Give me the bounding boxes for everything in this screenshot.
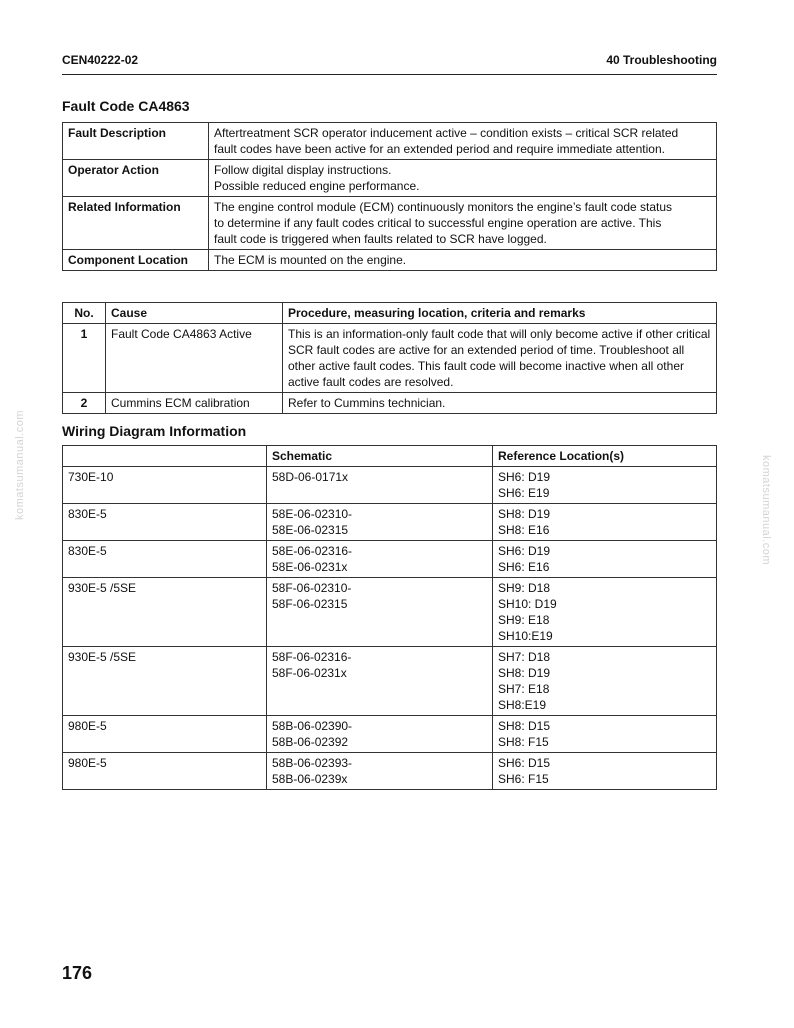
procedure-text: Refer to Cummins technician. (283, 393, 717, 414)
component-location-label: Component Location (63, 250, 209, 271)
header-cause: Cause (106, 303, 283, 324)
wiring-diagram-table (62, 445, 717, 790)
schematic-cell: 58F-06-02310- 58F-06-02315 (267, 578, 493, 647)
wiring-diagram-title: Wiring Diagram Information (62, 423, 247, 439)
watermark-left: komatsumanual.com (14, 410, 26, 520)
operator-action-label: Operator Action (63, 160, 209, 197)
table-row (63, 716, 717, 753)
fault-code-title: Fault Code CA4863 (62, 98, 190, 114)
reference-cell: SH6: D15 SH6: F15 (493, 753, 717, 790)
fault-description-label: Fault Description (63, 123, 209, 160)
document-code: CEN40222-02 (62, 53, 139, 67)
reference-cell: SH8: D19 SH8: E16 (493, 504, 717, 541)
schematic-cell: 58E-06-02316- 58E-06-0231x (267, 541, 493, 578)
model-cell: 830E-5 (63, 504, 267, 541)
header-procedure: Procedure, measuring location, criteria and remarks (283, 303, 717, 324)
model-cell: 730E-10 (63, 467, 267, 504)
reference-cell: SH8: D15 SH8: F15 (493, 716, 717, 753)
fault-info-row (63, 123, 717, 160)
table-row (63, 541, 717, 578)
component-location-text: The ECM is mounted on the engine. (209, 250, 717, 271)
schematic-cell: 58E-06-02310- 58E-06-02315 (267, 504, 493, 541)
model-cell: 980E-5 (63, 716, 267, 753)
reference-cell: SH6: D19 SH6: E16 (493, 541, 717, 578)
related-information-label: Related Information (63, 197, 209, 250)
table-row (63, 578, 717, 647)
page-header (62, 52, 717, 75)
reference-cell: SH6: D19 SH6: E19 (493, 467, 717, 504)
schematic-cell: 58F-06-02316- 58F-06-0231x (267, 647, 493, 716)
fault-info-row (63, 160, 717, 197)
header-no: No. (63, 303, 106, 324)
table-row (63, 647, 717, 716)
wiring-table-header (63, 446, 717, 467)
cause-table-header (63, 303, 717, 324)
table-row (63, 467, 717, 504)
cause-number: 1 (63, 324, 106, 393)
cause-text: Fault Code CA4863 Active (106, 324, 283, 393)
reference-cell: SH9: D18 SH10: D19 SH9: E18 SH10:E19 (493, 578, 717, 647)
fault-description-text: Aftertreatment SCR operator inducement active – condition exists – critical SCR related fault codes have been active for an extended period and require immediate attention. (209, 123, 717, 160)
related-information-text: The engine control module (ECM) continuously monitors the engine’s fault code status to determine if any fault codes critical to successful engine operation are active. This fault code is triggered when faults related to SCR have logged. (209, 197, 717, 250)
procedure-text: This is an information-only fault code that will only become active if other critical SCR fault codes are active for an extended period of time. Troubleshoot all other active fault codes. This fault code will become inactive when all other active fault codes are resolved. (283, 324, 717, 393)
header-model (63, 446, 267, 467)
model-cell: 930E-5 /5SE (63, 578, 267, 647)
fault-info-row (63, 197, 717, 250)
table-row (63, 393, 717, 414)
model-cell: 930E-5 /5SE (63, 647, 267, 716)
table-row (63, 753, 717, 790)
table-row (63, 504, 717, 541)
model-cell: 980E-5 (63, 753, 267, 790)
operator-action-text: Follow digital display instructions. Possible reduced engine performance. (209, 160, 717, 197)
model-cell: 830E-5 (63, 541, 267, 578)
watermark-right: komatsumanual.com (760, 455, 772, 565)
section-title: 40 Troubleshooting (606, 53, 717, 67)
schematic-cell: 58B-06-02393- 58B-06-0239x (267, 753, 493, 790)
cause-text: Cummins ECM calibration (106, 393, 283, 414)
fault-info-row (63, 250, 717, 271)
page-number: 176 (62, 963, 93, 983)
schematic-cell: 58D-06-0171x (267, 467, 493, 504)
table-row (63, 324, 717, 393)
cause-table (62, 302, 717, 414)
cause-number: 2 (63, 393, 106, 414)
header-reference: Reference Location(s) (493, 446, 717, 467)
schematic-cell: 58B-06-02390- 58B-06-02392 (267, 716, 493, 753)
header-schematic: Schematic (267, 446, 493, 467)
reference-cell: SH7: D18 SH8: D19 SH7: E18 SH8:E19 (493, 647, 717, 716)
fault-info-table (62, 122, 717, 271)
